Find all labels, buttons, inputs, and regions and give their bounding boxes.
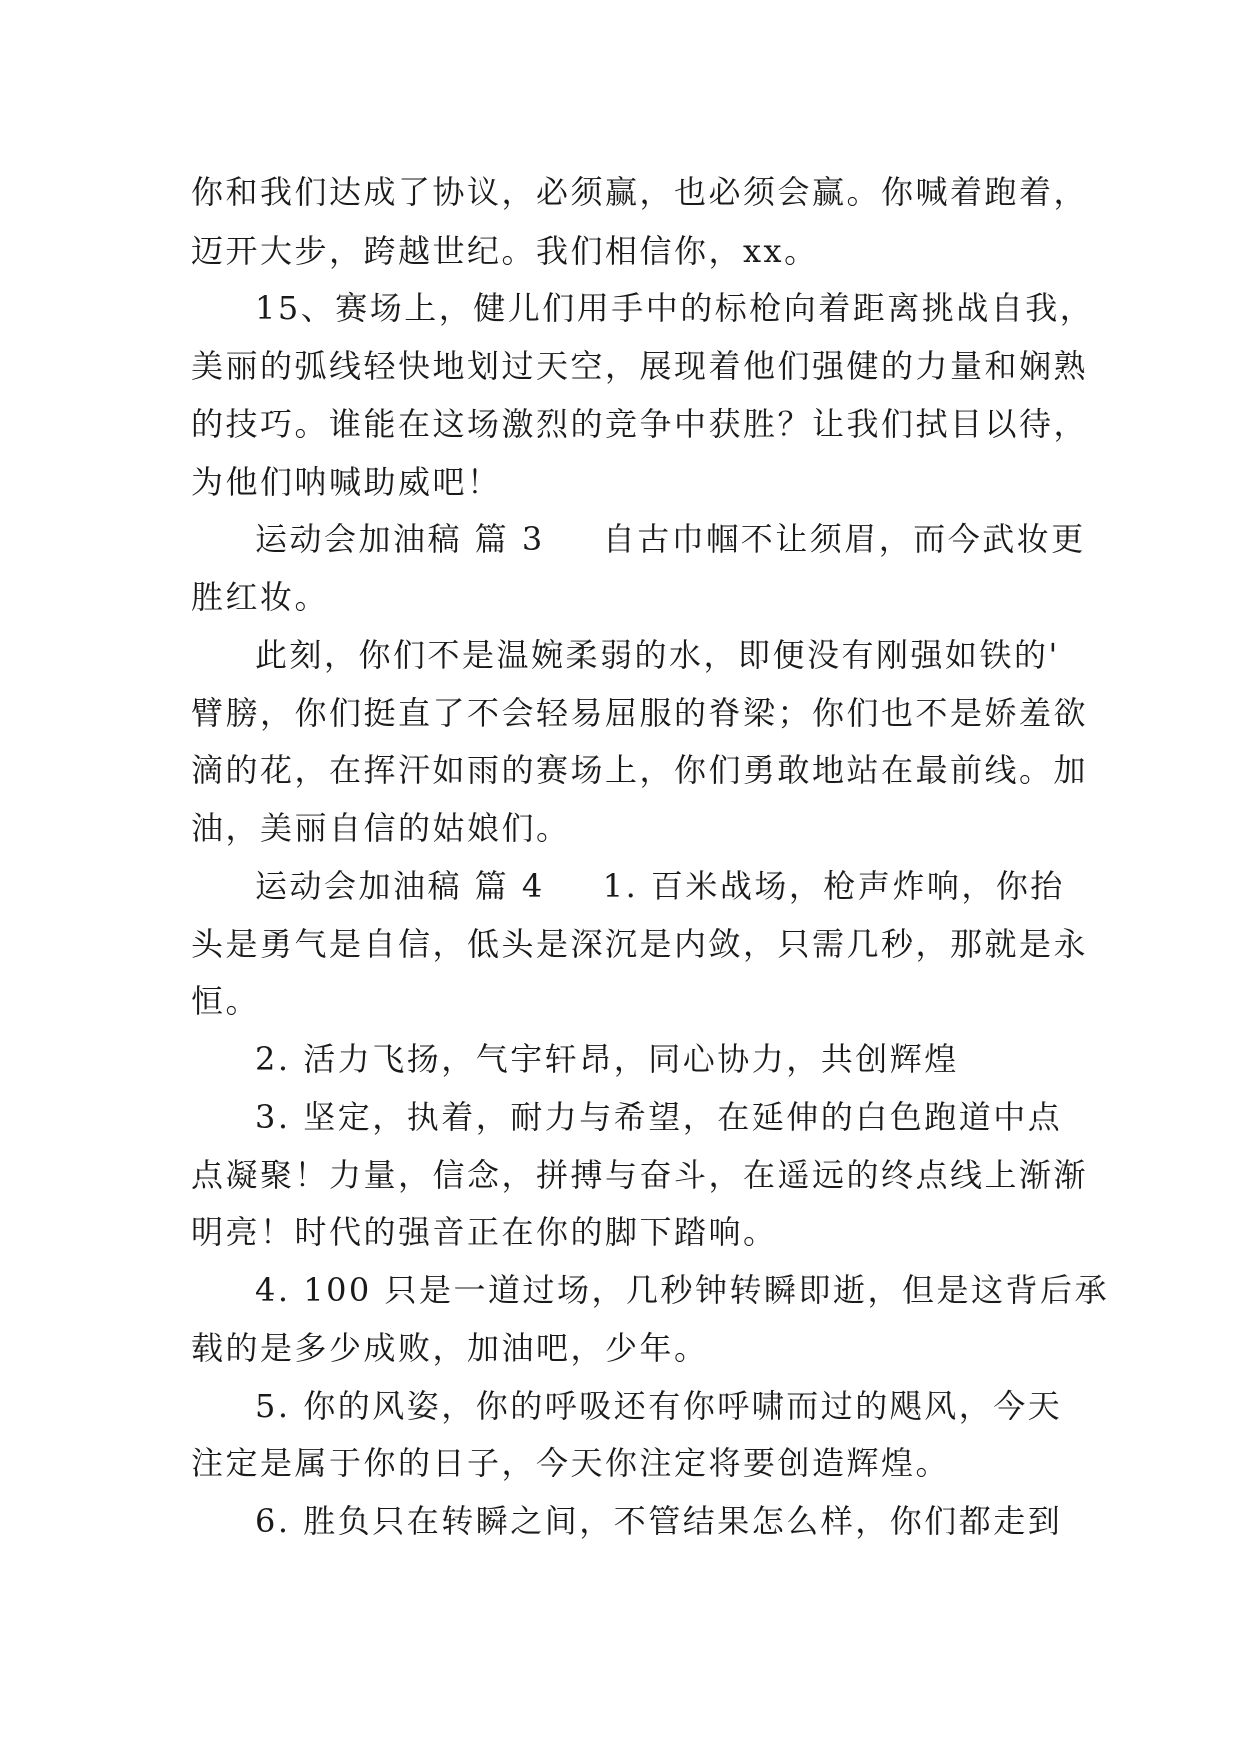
text-line: 头是勇气是自信，低头是深沉是内敛，只需几秒，那就是永	[191, 925, 1089, 963]
section-heading-line	[255, 866, 1125, 926]
text-line: 此刻，你们不是温婉柔弱的水，即便没有刚强如铁的'	[255, 636, 1060, 674]
section-heading: 运动会加油稿 篇 3	[255, 520, 545, 558]
text-line: 恒。	[191, 982, 261, 1020]
text-line: 6. 胜负只在转瞬之间，不管结果怎么样，你们都走到	[255, 1502, 1063, 1540]
text-line: 点凝聚！力量，信念，拼搏与奋斗，在遥远的终点线上渐渐	[191, 1156, 1089, 1194]
text-line: 明亮！时代的强音正在你的脚下踏响。	[191, 1213, 778, 1251]
text-line: 4. 100 只是一道过场，几秒钟转瞬即逝，但是这背后承	[255, 1271, 1109, 1309]
text-line: 的技巧。谁能在这场激烈的竞争中获胜？让我们拭目以待，	[191, 405, 1089, 443]
text-line: 你和我们达成了协议，必须赢，也必须会赢。你喊着跑着，	[191, 173, 1089, 211]
text-line: 自古巾帼不让须眉，而今武妆更	[602, 520, 1086, 558]
text-line: 美丽的弧线轻快地划过天空，展现着他们强健的力量和娴熟	[191, 347, 1089, 385]
text-line: 注定是属于你的日子，今天你注定将要创造辉煌。	[191, 1444, 951, 1482]
text-line: 臂膀，你们挺直了不会轻易屈服的脊梁；你们也不是娇羞欲	[191, 694, 1089, 732]
text-line: 迈开大步，跨越世纪。我们相信你，xx。	[191, 232, 819, 270]
text-line: 5. 你的风姿，你的呼吸还有你呼啸而过的飓风，今天	[255, 1387, 1063, 1425]
text-line: 滴的花，在挥汗如雨的赛场上，你们勇敢地站在最前线。加	[191, 751, 1089, 789]
section-heading-line	[255, 519, 1125, 579]
text-line: 油，美丽自信的姑娘们。	[191, 809, 571, 847]
text-line: 载的是多少成败，加油吧，少年。	[191, 1329, 709, 1367]
text-line: 为他们呐喊助威吧！	[191, 463, 502, 501]
text-line: 15、赛场上，健儿们用手中的标枪向着距离挑战自我，	[255, 289, 1095, 327]
text-line: 2. 活力飞扬，气宇轩昂，同心协力，共创辉煌	[255, 1040, 959, 1078]
text-line: 胜红妆。	[191, 578, 330, 616]
section-heading: 运动会加油稿 篇 4	[255, 867, 545, 905]
text-line: 1. 百米战场，枪声炸响，你抬	[602, 867, 1065, 905]
text-line: 3. 坚定，执着，耐力与希望，在延伸的白色跑道中点	[255, 1098, 1063, 1136]
